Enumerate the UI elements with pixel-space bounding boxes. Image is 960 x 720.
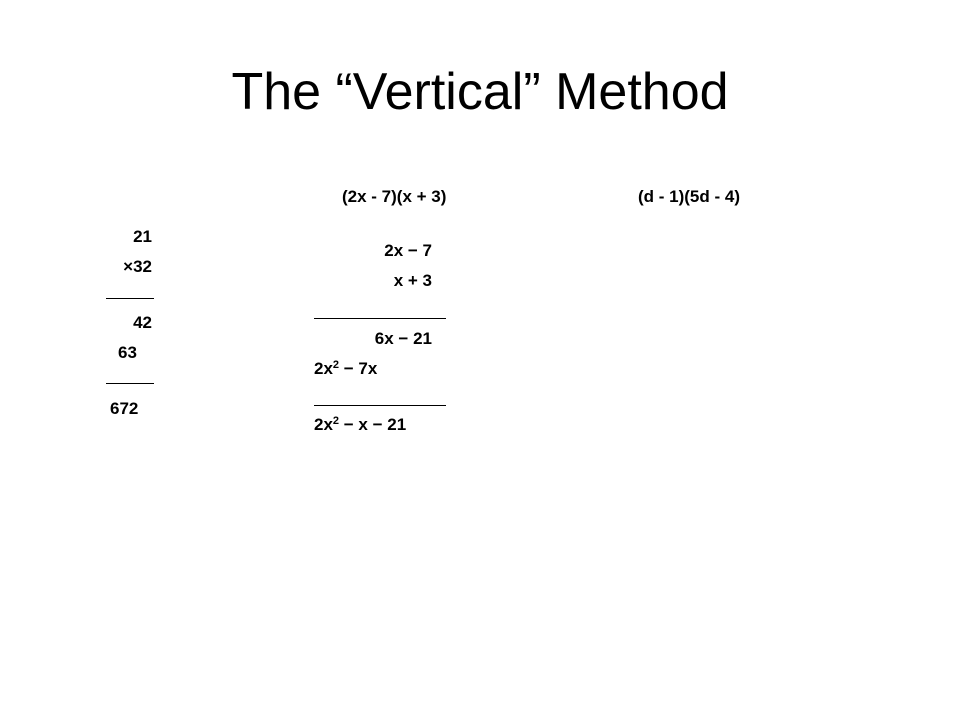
result-base: 2x [314,415,333,434]
multiplier: ×32 [123,257,152,276]
polynomial-problem: (2x - 7)(x + 3) [342,187,447,206]
polynomial-partial-product-2 [314,358,377,380]
partial-2-base: 2x [314,359,333,378]
partial-2-rest: − 7x [339,359,378,378]
result-rest: − x − 21 [339,415,407,434]
multiplicand: 21 [133,227,152,246]
polynomial-result [314,414,406,436]
numeric-partial-product-1: 42 [133,313,152,332]
polynomial-divider-2 [314,405,446,406]
slide-title: The “Vertical” Method [231,63,729,121]
numeric-partial-product-2: 63 [118,343,137,362]
numeric-divider-2 [106,383,154,384]
partial-2-exponent: 2 [332,359,340,371]
numeric-divider-1 [106,298,154,299]
polynomial-partial-product-1: 6x − 21 [374,329,432,348]
polynomial-factor-2: x + 3 [393,271,432,290]
polynomial-divider-1 [314,318,446,319]
numeric-result: 672 [110,399,139,418]
result-exponent: 2 [332,415,340,427]
exercise-problem: (d - 1)(5d - 4) [638,187,740,206]
polynomial-factor-1: 2x − 7 [384,241,432,260]
